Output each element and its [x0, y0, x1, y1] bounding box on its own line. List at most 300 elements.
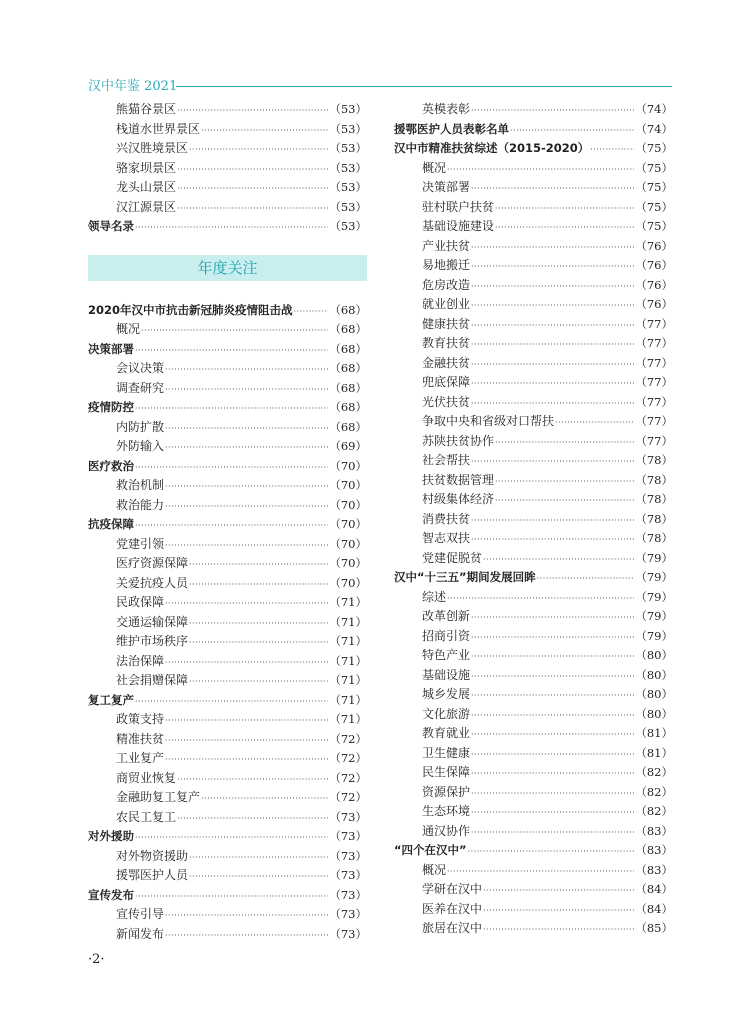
- toc-entry-page: （53）: [329, 141, 367, 155]
- toc-entry-label: 概况: [422, 160, 447, 175]
- toc-entry-page: （79）: [635, 570, 673, 584]
- toc-entry-label: 兴汉胜境景区: [116, 141, 189, 155]
- toc-leader-dots: [471, 725, 634, 745]
- toc-entry-page: （53）: [329, 160, 367, 175]
- toc-entry-sub[interactable]: [394, 627, 673, 647]
- toc-leader-dots: [201, 121, 328, 141]
- toc-entry-label: 民政保障: [116, 595, 165, 609]
- toc-entry-label: 关爱抗疫人员: [116, 575, 189, 590]
- toc-entry-page: （68）: [329, 322, 367, 336]
- toc-entry-sub[interactable]: [394, 451, 673, 471]
- toc-entry-page: （83）: [635, 823, 673, 838]
- toc-entry-page: （70）: [329, 458, 367, 473]
- toc-entry-sub[interactable]: [88, 198, 367, 218]
- toc-entry-page: （73）: [329, 887, 367, 902]
- toc-leader-dots: [294, 302, 329, 322]
- toc-leader-dots: [471, 452, 634, 472]
- toc-entry-sub[interactable]: [394, 919, 673, 939]
- toc-entry-page: （70）: [329, 497, 367, 512]
- toc-entry-sub[interactable]: [394, 334, 673, 354]
- toc-entry-label: 扶贫数据管理: [422, 472, 495, 487]
- toc-entry-label: 龙头山景区: [116, 180, 177, 194]
- toc-entry-label: 产业扶贫: [422, 238, 471, 253]
- toc-entry-sub[interactable]: [394, 256, 673, 276]
- toc-entry-label: 医疗救治: [88, 458, 134, 473]
- toc-entry-sub[interactable]: [394, 100, 673, 120]
- toc-leader-dots: [447, 589, 634, 609]
- toc-entry-label: 新闻发布: [116, 926, 165, 941]
- toc-leader-dots: [135, 341, 328, 361]
- toc-entry-main[interactable]: [394, 841, 673, 861]
- toc-entry-label: 调查研究: [116, 380, 165, 395]
- toc-entry-sub[interactable]: [394, 900, 673, 920]
- toc-entry-sub[interactable]: [88, 418, 367, 438]
- toc-leader-dots: [189, 140, 328, 160]
- toc-entry-label: 宣传发布: [88, 887, 134, 902]
- toc-entry-label: 资源保护: [422, 784, 471, 799]
- toc-entry-sub[interactable]: [88, 437, 367, 457]
- toc-leader-dots: [165, 750, 328, 770]
- toc-leader-dots: [471, 530, 634, 550]
- toc-entry-page: （73）: [329, 848, 367, 863]
- toc-leader-dots: [471, 238, 634, 258]
- toc-leader-dots: [165, 497, 328, 517]
- toc-entry-sub[interactable]: [88, 178, 367, 198]
- toc-left-top-list: [88, 100, 367, 237]
- toc-entry-label: 基础设施: [422, 667, 471, 682]
- toc-leader-dots: [471, 667, 634, 687]
- toc-entry-sub[interactable]: [394, 178, 673, 198]
- toc-entry-page: （80）: [635, 667, 673, 682]
- toc-entry-label: 兜底保障: [422, 375, 471, 389]
- toc-leader-dots: [201, 789, 328, 809]
- toc-leader-dots: [471, 823, 634, 843]
- toc-leader-dots: [471, 745, 634, 765]
- toc-leader-dots: [135, 828, 328, 848]
- toc-entry-page: （53）: [329, 121, 367, 136]
- toc-entry-label: 特色产业: [422, 648, 471, 662]
- toc-entry-page: （82）: [635, 804, 673, 818]
- toc-entry-sub[interactable]: [88, 593, 367, 613]
- toc-entry-label: 概况: [116, 322, 141, 336]
- toc-leader-dots: [135, 458, 328, 478]
- toc-leader-dots: [135, 692, 328, 712]
- toc-entry-page: （82）: [635, 784, 673, 799]
- toc-entry-label: 对外援助: [88, 829, 134, 843]
- toc-entry-main[interactable]: [88, 457, 367, 477]
- toc-leader-dots: [590, 140, 634, 160]
- toc-entry-main[interactable]: [88, 301, 367, 321]
- toc-entry-label: 农民工复工: [116, 809, 177, 824]
- toc-leader-dots: [165, 380, 328, 400]
- toc-entry-label: 改革创新: [422, 609, 471, 623]
- toc-entry-label: 健康扶贫: [422, 316, 471, 331]
- toc-entry-label: 内防扩散: [116, 419, 165, 434]
- toc-entry-sub[interactable]: [88, 925, 367, 945]
- toc-entry-page: （85）: [635, 921, 673, 935]
- toc-right-list: [394, 100, 673, 939]
- toc-leader-dots: [471, 316, 634, 336]
- toc-entry-page: （78）: [635, 453, 673, 467]
- toc-entry-sub[interactable]: [88, 847, 367, 867]
- toc-entry-label: 援鄂医护人员表彰名单: [394, 121, 509, 136]
- toc-entry-page: （68）: [329, 380, 367, 395]
- toc-entry-sub[interactable]: [88, 613, 367, 633]
- toc-leader-dots: [165, 653, 328, 673]
- toc-entry-sub[interactable]: [88, 100, 367, 120]
- toc-entry-page: （73）: [329, 907, 367, 921]
- toc-entry-label: 民生保障: [422, 765, 471, 779]
- toc-left-bottom-list: [88, 301, 367, 945]
- toc-entry-page: （75）: [635, 160, 673, 175]
- toc-leader-dots: [495, 433, 634, 453]
- toc-entry-page: （80）: [635, 687, 673, 701]
- toc-leader-dots: [483, 901, 634, 921]
- toc-entry-page: （70）: [329, 575, 367, 590]
- toc-leader-dots: [471, 608, 634, 628]
- toc-entry-page: （79）: [635, 628, 673, 643]
- toc-entry-page: （74）: [635, 121, 673, 136]
- toc-entry-page: （73）: [329, 829, 367, 843]
- toc-entry-page: （53）: [329, 180, 367, 194]
- toc-leader-dots: [177, 160, 328, 180]
- toc-entry-label: 就业创业: [422, 297, 471, 311]
- toc-entry-label: 援鄂医护人员: [116, 868, 189, 882]
- toc-entry-label: 教育就业: [422, 726, 471, 740]
- toc-leader-dots: [165, 711, 328, 731]
- toc-entry-page: （81）: [635, 745, 673, 760]
- toc-entry-sub[interactable]: [88, 788, 367, 808]
- toc-entry-sub[interactable]: [394, 705, 673, 725]
- toc-entry-sub[interactable]: [88, 359, 367, 379]
- toc-entry-label: 抗疫保障: [88, 517, 134, 531]
- toc-entry-page: （68）: [329, 419, 367, 434]
- toc-entry-page: （82）: [635, 765, 673, 779]
- toc-entry-page: （79）: [635, 589, 673, 604]
- toc-entry-label: 对外物资援助: [116, 848, 189, 863]
- toc-leader-dots: [471, 803, 634, 823]
- toc-entry-label: 生态环境: [422, 804, 471, 818]
- toc-entry-label: 英模表彰: [422, 102, 471, 116]
- toc-entry-page: （70）: [329, 556, 367, 570]
- toc-entry-label: 法治保障: [116, 653, 165, 668]
- toc-entry-label: 社会捐赠保障: [116, 673, 189, 687]
- toc-leader-dots: [189, 633, 328, 653]
- toc-entry-label: 会议决策: [116, 361, 165, 375]
- toc-entry-sub[interactable]: [88, 554, 367, 574]
- toc-entry-sub[interactable]: [394, 666, 673, 686]
- toc-entry-page: （69）: [329, 439, 367, 453]
- toc-entry-page: （68）: [329, 302, 367, 317]
- toc-entry-page: （75）: [635, 199, 673, 214]
- toc-entry-label: 驻村联户扶贫: [422, 199, 495, 214]
- toc-entry-label: 文化旅游: [422, 706, 471, 721]
- toc-entry-main[interactable]: [88, 691, 367, 711]
- toc-entry-label: “四个在汉中”: [394, 843, 467, 857]
- toc-entry-sub[interactable]: [394, 685, 673, 705]
- toc-entry-page: （73）: [329, 809, 367, 824]
- toc-leader-dots: [177, 199, 328, 219]
- toc-leader-dots: [471, 257, 634, 277]
- toc-entry-label: 招商引资: [422, 628, 471, 643]
- toc-leader-dots: [189, 672, 328, 692]
- toc-entry-page: （71）: [329, 653, 367, 668]
- toc-leader-dots: [471, 296, 634, 316]
- toc-entry-main[interactable]: [88, 340, 367, 360]
- toc-entry-page: （73）: [329, 868, 367, 882]
- toc-entry-label: 汉中市精准扶贫综述（2015-2020）: [394, 141, 590, 155]
- toc-entry-page: （76）: [635, 277, 673, 292]
- toc-entry-sub[interactable]: [394, 432, 673, 452]
- toc-leader-dots: [495, 491, 634, 511]
- toc-entry-sub[interactable]: [394, 724, 673, 744]
- toc-entry-sub[interactable]: [394, 763, 673, 783]
- toc-entry-label: 城乡发展: [422, 687, 471, 701]
- toc-entry-sub[interactable]: [88, 808, 367, 828]
- toc-leader-dots: [495, 218, 634, 238]
- toc-entry-main[interactable]: [88, 827, 367, 847]
- toc-entry-page: （68）: [329, 400, 367, 414]
- toc-entry-page: （70）: [329, 517, 367, 531]
- toc-entry-sub[interactable]: [394, 783, 673, 803]
- toc-entry-main[interactable]: [394, 120, 673, 140]
- toc-entry-page: （71）: [329, 595, 367, 609]
- toc-leader-dots: [189, 848, 328, 868]
- toc-entry-page: （84）: [635, 901, 673, 916]
- toc-entry-sub[interactable]: [88, 139, 367, 159]
- toc-entry-page: （71）: [329, 614, 367, 629]
- toc-entry-label: 维护市场秩序: [116, 634, 189, 648]
- toc-entry-label: 决策部署: [422, 180, 471, 194]
- toc-entry-main[interactable]: [88, 886, 367, 906]
- toc-entry-main[interactable]: [88, 217, 367, 237]
- toc-entry-label: 外防输入: [116, 439, 165, 453]
- toc-entry-label: 智志双扶: [422, 531, 471, 545]
- toc-entry-sub[interactable]: [394, 802, 673, 822]
- toc-entry-label: 教育扶贫: [422, 336, 471, 350]
- toc-entry-page: （68）: [329, 361, 367, 375]
- toc-leader-dots: [177, 101, 328, 121]
- section-heading: 年度关注: [197, 258, 258, 277]
- toc-entry-label: 学研在汉中: [422, 882, 483, 896]
- toc-entry-label: 党建引领: [116, 536, 165, 551]
- toc-entry-page: （76）: [635, 258, 673, 272]
- toc-entry-label: 旅居在汉中: [422, 921, 483, 935]
- toc-entry-sub[interactable]: [394, 217, 673, 237]
- toc-entry-sub[interactable]: [394, 315, 673, 335]
- toc-leader-dots: [471, 101, 634, 121]
- toc-entry-label: 2020年汉中市抗击新冠肺炎疫情阻击战: [88, 302, 293, 317]
- toc-entry-label: 熊猫谷景区: [116, 102, 177, 116]
- toc-entry-sub[interactable]: [394, 549, 673, 569]
- toc-entry-sub[interactable]: [88, 710, 367, 730]
- toc-leader-dots: [165, 419, 328, 439]
- toc-entry-label: 党建促脱贫: [422, 550, 483, 565]
- toc-entry-label: 商贸业恢复: [116, 770, 177, 785]
- toc-entry-page: （80）: [635, 648, 673, 662]
- header-rule: [176, 86, 672, 87]
- toc-entry-sub[interactable]: [394, 822, 673, 842]
- toc-entry-label: 复工复产: [88, 692, 134, 707]
- toc-entry-label: 精准扶贫: [116, 731, 165, 746]
- toc-entry-page: （79）: [635, 609, 673, 623]
- toc-entry-sub[interactable]: [88, 905, 367, 925]
- toc-entry-sub[interactable]: [394, 861, 673, 881]
- toc-entry-page: （77）: [635, 375, 673, 389]
- toc-leader-dots: [471, 374, 634, 394]
- toc-entry-sub[interactable]: [394, 529, 673, 549]
- toc-entry-page: （53）: [329, 219, 367, 233]
- toc-entry-label: 消费扶贫: [422, 511, 471, 526]
- toc-entry-page: （68）: [329, 341, 367, 356]
- toc-entry-sub[interactable]: [88, 379, 367, 399]
- toc-entry-sub[interactable]: [88, 574, 367, 594]
- toc-entry-sub[interactable]: [88, 476, 367, 496]
- toc-entry-page: （78）: [635, 492, 673, 506]
- toc-leader-dots: [483, 881, 634, 901]
- toc-entry-sub[interactable]: [394, 744, 673, 764]
- toc-entry-label: 疫情防控: [88, 400, 134, 414]
- toc-entry-sub[interactable]: [394, 471, 673, 491]
- toc-entry-sub[interactable]: [394, 393, 673, 413]
- toc-entry-page: （83）: [635, 843, 673, 857]
- toc-entry-label: 危房改造: [422, 277, 471, 292]
- toc-leader-dots: [189, 575, 328, 595]
- toc-entry-label: 社会帮扶: [422, 453, 471, 467]
- page-number: ·2·: [88, 952, 105, 967]
- toc-entry-sub[interactable]: [88, 496, 367, 516]
- toc-entry-page: （70）: [329, 536, 367, 551]
- toc-entry-page: （76）: [635, 238, 673, 253]
- toc-entry-label: 概况: [422, 862, 447, 877]
- toc-entry-page: （74）: [635, 102, 673, 116]
- toc-leader-dots: [471, 277, 634, 297]
- toc-leader-dots: [165, 731, 328, 751]
- toc-leader-dots: [471, 179, 634, 199]
- toc-entry-label: 骆家坝景区: [116, 160, 177, 175]
- toc-leader-dots: [471, 784, 634, 804]
- toc-leader-dots: [165, 360, 328, 380]
- toc-entry-page: （77）: [635, 394, 673, 409]
- toc-leader-dots: [135, 218, 328, 238]
- toc-entry-label: 医疗资源保障: [116, 556, 189, 570]
- toc-entry-page: （75）: [635, 180, 673, 194]
- toc-entry-page: （76）: [635, 297, 673, 311]
- toc-leader-dots: [537, 569, 635, 589]
- toc-leader-dots: [189, 555, 328, 575]
- toc-entry-sub[interactable]: [88, 652, 367, 672]
- toc-entry-label: 领导名录: [88, 219, 134, 233]
- toc-entry-label: 汉江源景区: [116, 199, 177, 214]
- toc-entry-label: 宣传引导: [116, 907, 165, 921]
- toc-entry-sub[interactable]: [394, 490, 673, 510]
- toc-entry-page: （77）: [635, 316, 673, 331]
- toc-entry-sub[interactable]: [88, 120, 367, 140]
- toc-entry-label: 争取中央和省级对口帮扶: [422, 414, 555, 428]
- toc-entry-label: 金融扶贫: [422, 355, 471, 370]
- toc-leader-dots: [495, 472, 634, 492]
- toc-entry-page: （71）: [329, 712, 367, 726]
- toc-entry-label: 卫生健康: [422, 745, 471, 760]
- toc-entry-sub[interactable]: [88, 730, 367, 750]
- toc-entry-page: （79）: [635, 550, 673, 565]
- toc-entry-page: （72）: [329, 751, 367, 765]
- toc-entry-page: （71）: [329, 673, 367, 687]
- toc-entry-sub[interactable]: [88, 671, 367, 691]
- toc-leader-dots: [471, 394, 634, 414]
- toc-entry-sub[interactable]: [394, 607, 673, 627]
- toc-entry-sub[interactable]: [394, 880, 673, 900]
- toc-entry-label: 光伏扶贫: [422, 394, 471, 409]
- toc-leader-dots: [447, 862, 634, 882]
- toc-leader-dots: [177, 179, 328, 199]
- toc-entry-sub[interactable]: [394, 198, 673, 218]
- toc-leader-dots: [189, 867, 328, 887]
- toc-leader-dots: [447, 160, 634, 180]
- toc-entry-page: （77）: [635, 433, 673, 448]
- toc-entry-label: 村级集体经济: [422, 492, 495, 506]
- toc-entry-page: （77）: [635, 336, 673, 350]
- toc-leader-dots: [135, 516, 328, 536]
- toc-entry-sub[interactable]: [394, 159, 673, 179]
- toc-entry-main[interactable]: [394, 139, 673, 159]
- toc-entry-page: （71）: [329, 634, 367, 648]
- toc-entry-label: 基础设施建设: [422, 219, 495, 233]
- toc-entry-main[interactable]: [394, 568, 673, 588]
- toc-entry-label: 政策支持: [116, 712, 165, 726]
- toc-entry-sub[interactable]: [394, 510, 673, 530]
- toc-leader-dots: [555, 413, 634, 433]
- toc-entry-sub[interactable]: [88, 159, 367, 179]
- toc-entry-sub[interactable]: [88, 320, 367, 340]
- toc-leader-dots: [471, 511, 634, 531]
- toc-entry-sub[interactable]: [88, 866, 367, 886]
- toc-entry-label: 救治能力: [116, 497, 165, 512]
- toc-entry-sub[interactable]: [394, 354, 673, 374]
- toc-entry-label: 医养在汉中: [422, 901, 483, 916]
- toc-entry-page: （78）: [635, 511, 673, 526]
- toc-leader-dots: [483, 920, 634, 940]
- toc-entry-label: 栈道水世界景区: [116, 121, 201, 136]
- toc-leader-dots: [165, 594, 328, 614]
- toc-entry-sub[interactable]: [394, 373, 673, 393]
- toc-entry-sub[interactable]: [394, 646, 673, 666]
- toc-entry-sub[interactable]: [88, 749, 367, 769]
- toc-entry-page: （78）: [635, 531, 673, 545]
- toc-leader-dots: [189, 614, 328, 634]
- toc-entry-sub[interactable]: [88, 632, 367, 652]
- toc-entry-sub[interactable]: [88, 769, 367, 789]
- toc-entry-sub[interactable]: [394, 276, 673, 296]
- toc-entry-page: （75）: [635, 219, 673, 233]
- toc-entry-sub[interactable]: [394, 295, 673, 315]
- toc-entry-label: 工业复产: [116, 751, 165, 765]
- toc-entry-page: （77）: [635, 414, 673, 428]
- toc-entry-page: （72）: [329, 790, 367, 804]
- toc-entry-sub[interactable]: [394, 412, 673, 432]
- toc-entry-page: （84）: [635, 882, 673, 896]
- toc-leader-dots: [471, 686, 634, 706]
- toc-entry-sub[interactable]: [88, 535, 367, 555]
- toc-entry-page: （53）: [329, 102, 367, 116]
- toc-leader-dots: [471, 706, 634, 726]
- toc-entry-page: （71）: [329, 692, 367, 707]
- toc-entry-sub[interactable]: [394, 237, 673, 257]
- toc-entry-main[interactable]: [88, 515, 367, 535]
- toc-entry-page: （80）: [635, 706, 673, 721]
- toc-entry-main[interactable]: [88, 398, 367, 418]
- toc-entry-sub[interactable]: [394, 588, 673, 608]
